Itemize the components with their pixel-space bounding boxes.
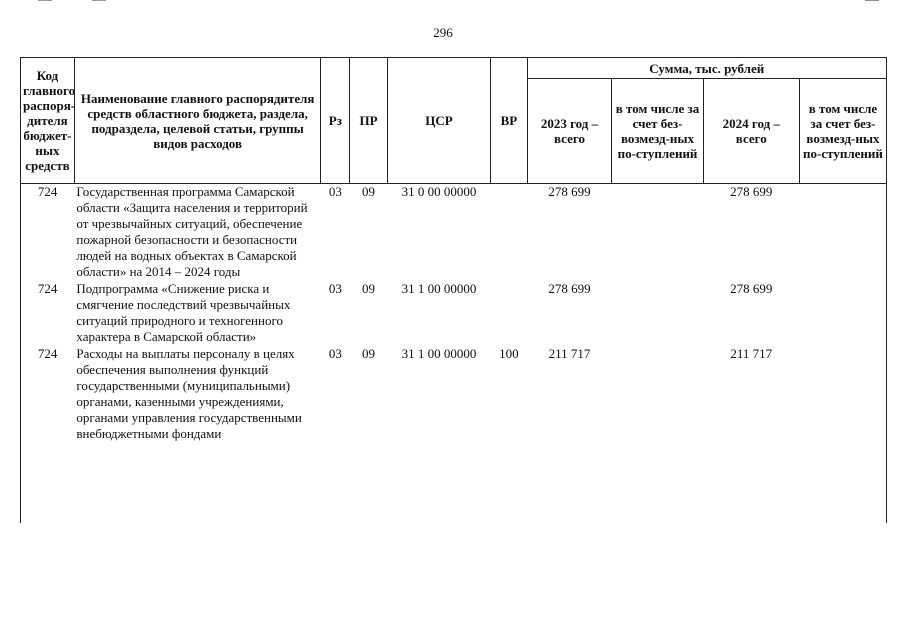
cell-vr xyxy=(491,184,527,282)
cell-2023-total: 278 699 xyxy=(548,281,591,296)
cell-pr: 09 xyxy=(362,281,376,296)
col-header-rz: Рз xyxy=(321,58,350,184)
col-header-name: Наименование главного распорядителя средств областного бюджета, раздела, подраздела, целевой статьи, группы видов расходов xyxy=(74,58,321,184)
page-number: 296 xyxy=(433,25,453,40)
scan-mark xyxy=(92,0,106,1)
cell-2023-gratis xyxy=(612,281,703,346)
cell-2024-total: 278 699 xyxy=(730,184,773,199)
cell-2023-gratis xyxy=(612,346,703,443)
cell-name: Расходы на выплаты персоналу в целях обеспечения выполнения функций государственными (муниципальными) органами, казенными учреждениями, органами управления государственными внебюджетными фондами xyxy=(76,346,302,441)
cell-code: 724 xyxy=(21,184,75,282)
budget-table xyxy=(20,57,887,523)
cell-csr: 31 1 00 00000 xyxy=(401,281,477,296)
cell-2024-total: 278 699 xyxy=(730,281,773,296)
cell-code: 724 xyxy=(21,346,75,443)
col-header-vr: ВР xyxy=(491,58,527,184)
cell-csr: 31 1 00 00000 xyxy=(401,346,477,361)
col-header-csr: ЦСР xyxy=(387,58,491,184)
cell-2023-total: 211 717 xyxy=(548,346,591,361)
table-row xyxy=(21,184,887,282)
cell-2023-gratis xyxy=(612,184,703,282)
table-body xyxy=(21,184,887,524)
col-header-code: Код главного распоря-дителя бюджет-ных средств xyxy=(21,58,75,184)
cell-2023-total: 278 699 xyxy=(548,184,591,199)
cell-2024-gratis xyxy=(799,184,886,282)
table-header xyxy=(21,58,887,184)
table-row xyxy=(21,346,887,443)
cell-2024-gratis xyxy=(799,281,886,346)
cell-vr xyxy=(491,281,527,346)
col-header-pr: ПР xyxy=(350,58,387,184)
scan-mark xyxy=(38,0,52,1)
col-header-sum-group: Сумма, тыс. рублей xyxy=(527,58,887,79)
cell-vr: 100 xyxy=(499,346,519,361)
col-header-2024-gratis: в том числе за счет без-возмезд-ных по-ступлений xyxy=(799,79,886,184)
cell-2024-gratis xyxy=(799,346,886,443)
cell-code: 724 xyxy=(21,281,75,346)
scan-mark xyxy=(865,0,879,1)
table-filler xyxy=(21,443,887,523)
cell-name: Государственная программа Самарской области «Защита населения и территорий от чрезвычайных ситуаций, обеспечение пожарной безопасности и безопасности людей на водных объектах в Самарской области» на 2014 – 2024 годы xyxy=(76,184,308,279)
cell-rz: 03 xyxy=(328,281,342,296)
cell-pr: 09 xyxy=(362,184,376,199)
cell-rz: 03 xyxy=(328,184,342,199)
cell-csr: 31 0 00 00000 xyxy=(401,184,477,199)
col-header-2024-total: 2024 год – всего xyxy=(703,79,799,184)
cell-name: Подпрограмма «Снижение риска и смягчение последствий чрезвычайных ситуаций природного и техногенного характера в Самарской области» xyxy=(76,281,291,344)
cell-pr: 09 xyxy=(362,346,376,361)
table-row xyxy=(21,281,887,346)
col-header-2023-total: 2023 год – всего xyxy=(527,79,612,184)
cell-2024-total: 211 717 xyxy=(730,346,773,361)
col-header-2023-gratis: в том числе за счет без-возмезд-ных по-ступлений xyxy=(612,79,703,184)
cell-rz: 03 xyxy=(328,346,342,361)
